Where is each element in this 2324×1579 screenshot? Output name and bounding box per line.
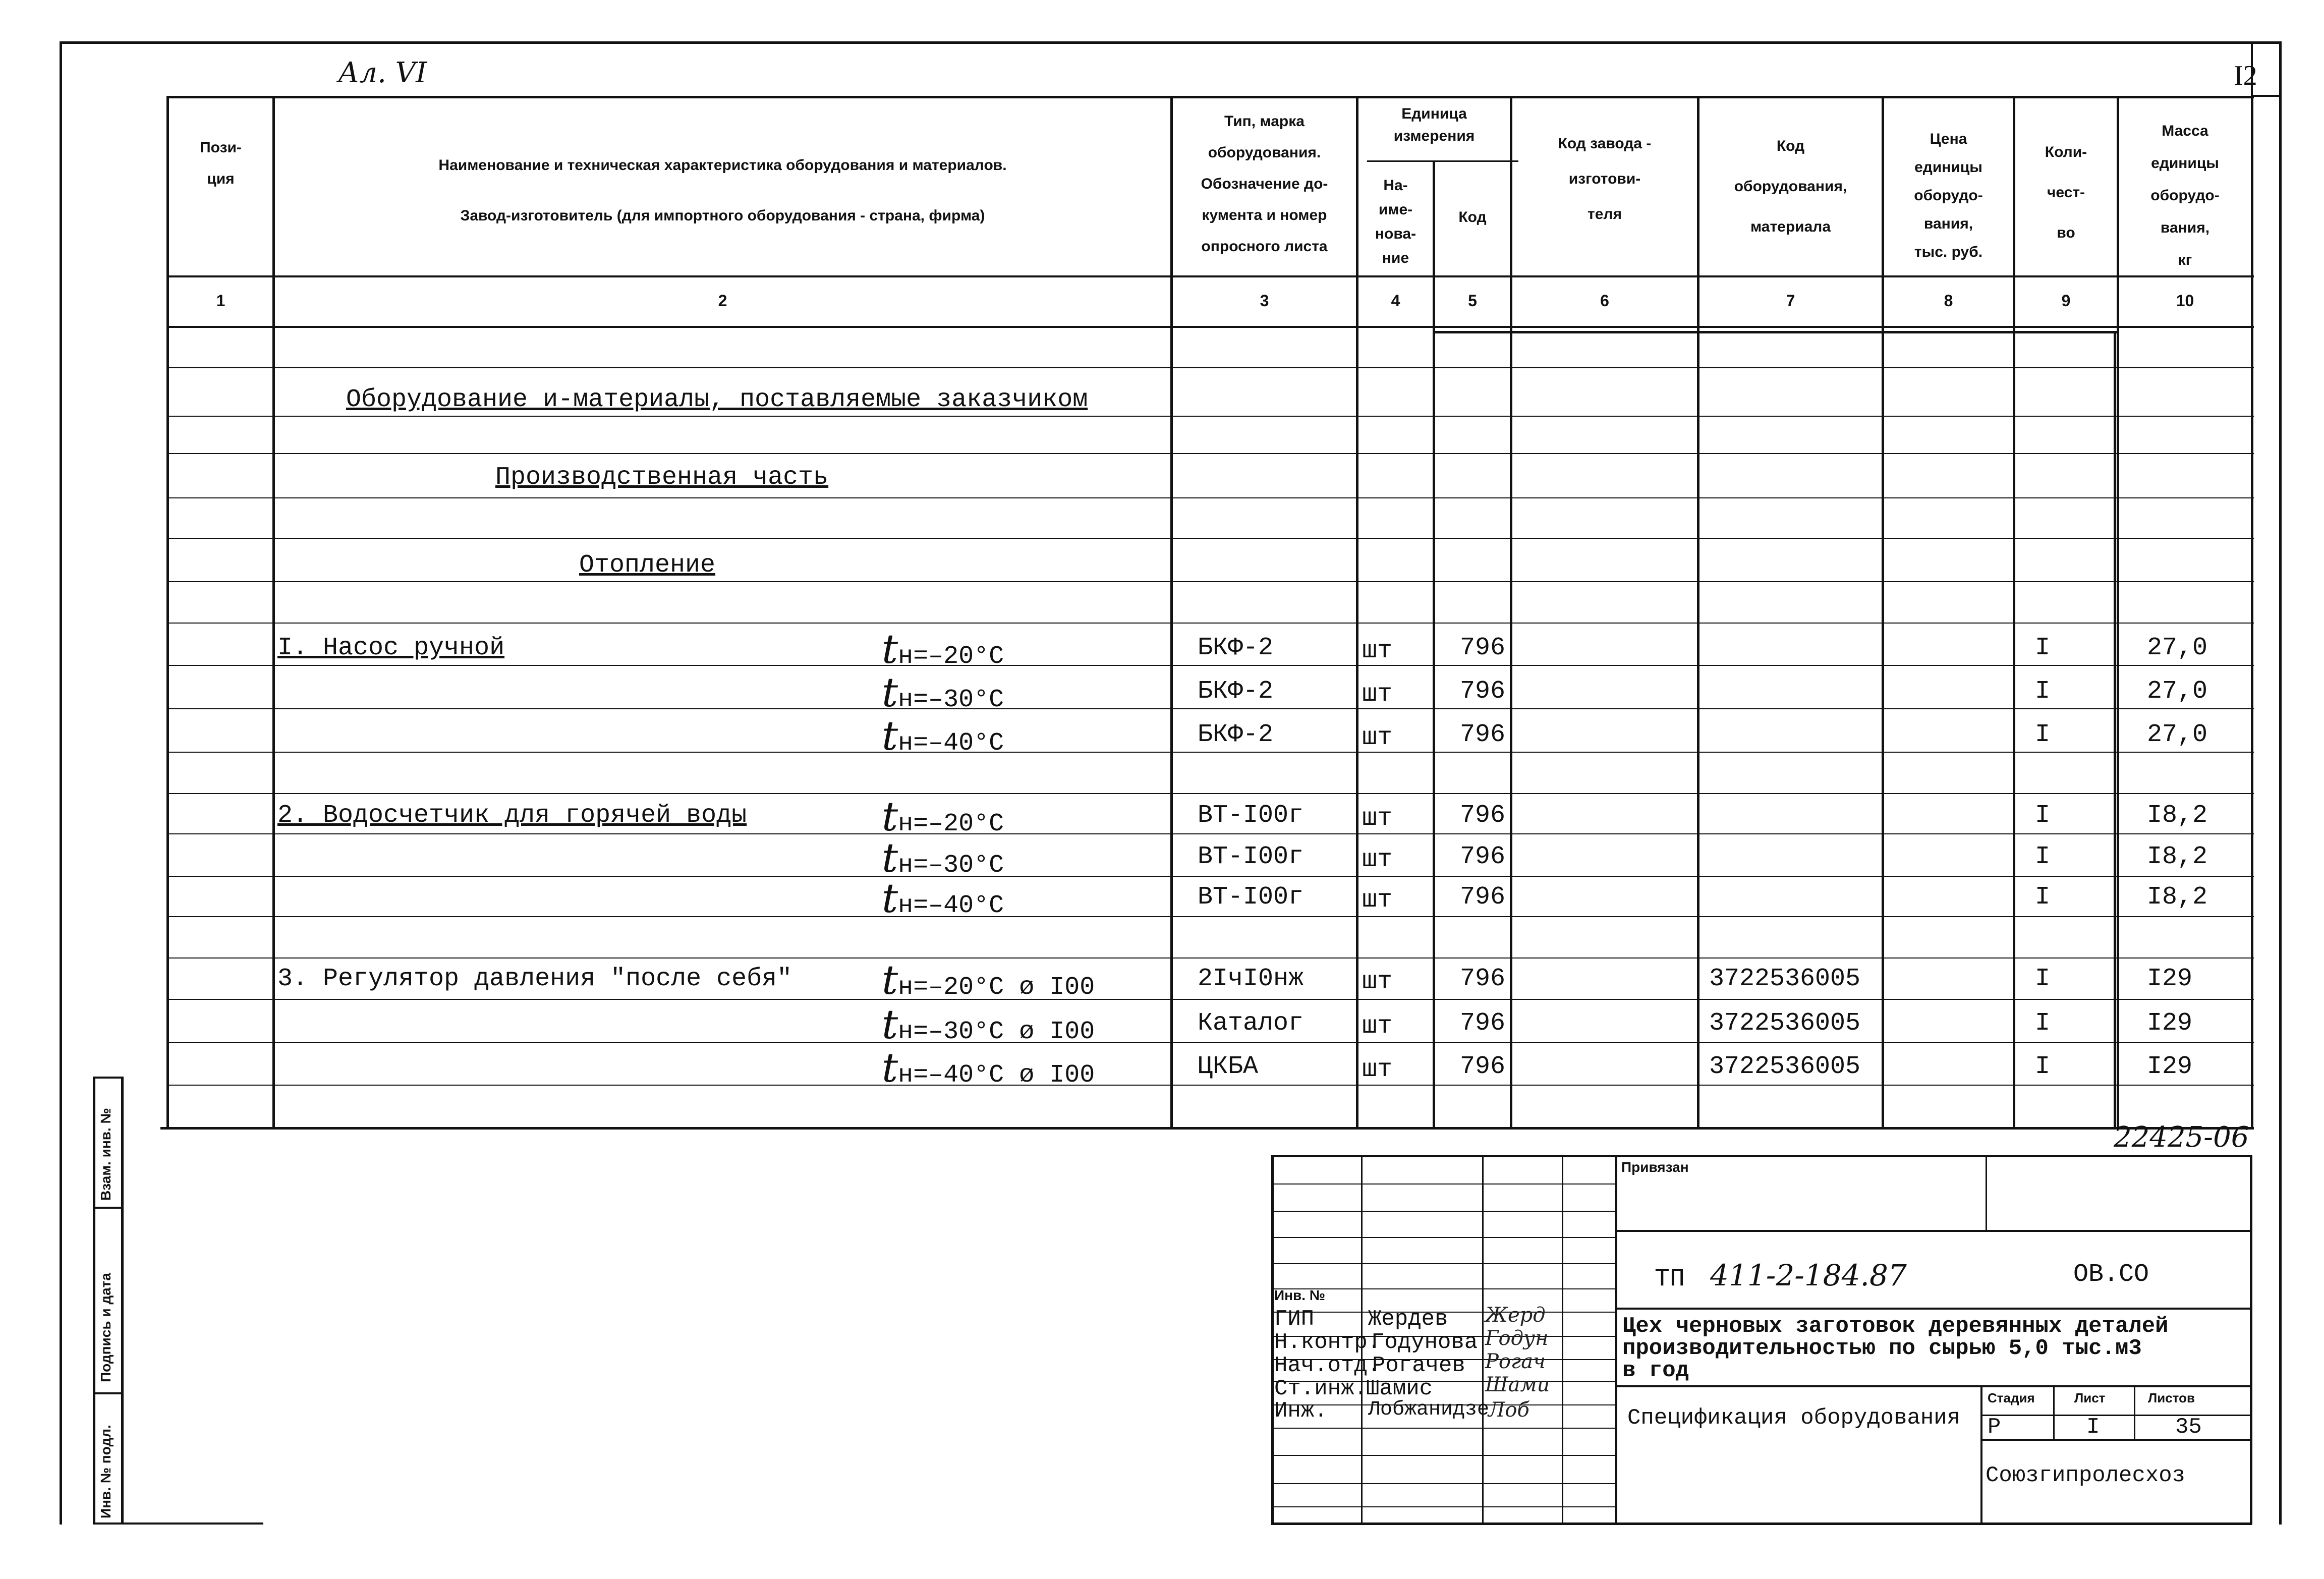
col-number: 8 — [1944, 292, 1953, 310]
item-qty: I — [2035, 634, 2051, 662]
item-type: Каталог — [1198, 1009, 1304, 1038]
section-title-supplied: Оборудование и-материалы, поставляемые заказчиком — [346, 385, 1088, 414]
item-temp: tн=–20°C ø I00 — [882, 956, 1095, 1003]
header-pos: Пози- ция — [200, 139, 242, 187]
item-code: 796 — [1460, 1009, 1506, 1038]
item-name: 3. Регулятор давления "после себя" — [277, 965, 792, 993]
item-type: ВТ-I00г — [1198, 842, 1304, 871]
staff-name: Рогачев — [1372, 1353, 1465, 1378]
doc-code: ТП 411-2-184.87 — [1655, 1258, 1907, 1293]
sheets-value: 35 — [2175, 1415, 2202, 1440]
item-unit: шт — [1362, 968, 1393, 996]
header-name: Наименование и техническая характеристика оборудования и материалов. Завод-изготовитель (для импортного оборудования - страна, фирма) — [438, 157, 1007, 224]
staff-name: Лобжанидзе — [1368, 1398, 1490, 1421]
item-type: БКФ-2 — [1198, 720, 1274, 749]
item-temp: tн=–30°C — [882, 834, 1004, 881]
item-qty: I — [2035, 801, 2051, 830]
item-code: 796 — [1460, 1052, 1506, 1081]
sheet-label: Лист — [2074, 1390, 2106, 1405]
item-mass: I29 — [2147, 1009, 2193, 1038]
item-unit: шт — [1362, 886, 1393, 915]
item-temp: tн=–30°C ø I00 — [882, 1001, 1095, 1048]
item-qty: I — [2035, 883, 2051, 912]
col-number: 7 — [1786, 292, 1795, 310]
item-unit: шт — [1362, 804, 1393, 833]
header-price: Цена единицы оборудо- вания, тыс. руб. — [1914, 131, 1983, 260]
staff-signature: Лоб — [1488, 1398, 1529, 1422]
item-temp: tн=–40°C ø I00 — [882, 1044, 1095, 1091]
section-title-heating: Отопление — [579, 551, 716, 580]
staff-signature: Жерд — [1485, 1304, 1546, 1327]
item-unit: шт — [1362, 845, 1393, 874]
sheet-value: I — [2086, 1415, 2100, 1440]
stamp-number: 22425-06 — [2114, 1121, 2249, 1154]
sheets-label: Листов — [2148, 1390, 2195, 1405]
header-equip-code: Код оборудования, материала — [1734, 138, 1847, 235]
item-mass: I29 — [2147, 965, 2193, 993]
sheet-note: Ал. VI — [338, 57, 427, 89]
item-type: ВТ-I00г — [1198, 801, 1304, 830]
item-mass: I8,2 — [2147, 883, 2208, 912]
stage-label: Стадия — [1988, 1390, 2035, 1405]
col-number: 6 — [1600, 292, 1609, 310]
col-number: 5 — [1468, 292, 1477, 310]
header-unit-code: Код — [1458, 209, 1487, 225]
doc-suffix: ОВ.СО — [2073, 1260, 2149, 1289]
col-number: 10 — [2176, 292, 2194, 310]
item-qty: I — [2035, 965, 2051, 993]
item-unit: шт — [1362, 637, 1393, 665]
section-title-production: Производственная часть — [495, 463, 829, 492]
privyazan-label: Привязан — [1621, 1159, 1689, 1175]
item-qty: I — [2035, 1052, 2051, 1081]
item-mass: 27,0 — [2147, 634, 2208, 662]
header-type: Тип, марка оборудования. Обозначение до- кумента и номер опросного листа — [1201, 113, 1328, 255]
item-unit: шт — [1362, 723, 1393, 752]
item-mass: I8,2 — [2147, 801, 2208, 830]
staff-name: Жердев — [1368, 1307, 1448, 1332]
item-type: ВТ-I00г — [1198, 883, 1304, 912]
item-equip-code: 3722536005 — [1709, 965, 1861, 993]
item-code: 796 — [1460, 801, 1506, 830]
col-number: 1 — [216, 292, 225, 310]
staff-signature: Рогач — [1485, 1350, 1546, 1373]
item-code: 796 — [1460, 883, 1506, 912]
item-equip-code: 3722536005 — [1709, 1052, 1861, 1081]
header-mass: Масса единицы оборудо- вания, кг — [2150, 123, 2220, 268]
side-label-sign-date: Подпись и дата — [98, 1273, 114, 1382]
staff-signature: Годун — [1485, 1327, 1549, 1350]
item-name: I. Насос ручной — [277, 634, 505, 662]
item-qty: I — [2035, 677, 2051, 706]
item-equip-code: 3722536005 — [1709, 1009, 1861, 1038]
col-number: 2 — [718, 292, 727, 310]
side-label-inv-replace: Взам. инв. № — [98, 1108, 114, 1201]
header-qty: Коли- чест- во — [2045, 144, 2087, 241]
staff-role: Н.контр. — [1274, 1330, 1381, 1355]
item-mass: I8,2 — [2147, 842, 2208, 871]
item-mass: 27,0 — [2147, 677, 2208, 706]
org-name: Союзгипролесхоз — [1986, 1463, 2186, 1488]
item-name: 2. Водосчетчик для горячей воды — [277, 801, 747, 830]
col-number: 3 — [1260, 292, 1269, 310]
item-temp: tн=–20°C — [882, 626, 1004, 672]
item-temp: tн=–20°C — [882, 793, 1004, 840]
item-code: 796 — [1460, 720, 1506, 749]
header-factory-code: Код завода - изготови- теля — [1558, 135, 1652, 222]
item-unit: шт — [1362, 1055, 1393, 1084]
item-code: 796 — [1460, 677, 1506, 706]
col-number: 4 — [1391, 292, 1400, 310]
item-type: БКФ-2 — [1198, 677, 1274, 706]
item-mass: I29 — [2147, 1052, 2193, 1081]
item-qty: I — [2035, 720, 2051, 749]
staff-role: Ст.инж. — [1274, 1376, 1368, 1401]
staff-role: Инж. — [1274, 1398, 1328, 1424]
item-unit: шт — [1362, 680, 1393, 709]
item-code: 796 — [1460, 965, 1506, 993]
staff-role: Нач.отд. — [1274, 1353, 1381, 1378]
item-temp: tн=–30°C — [882, 669, 1004, 716]
item-mass: 27,0 — [2147, 720, 2208, 749]
project-line: в год — [1622, 1358, 1689, 1383]
item-type: 2IчI0нж — [1198, 965, 1304, 993]
inv-label: Инв. № — [1274, 1287, 1326, 1303]
staff-name: Шамис — [1366, 1376, 1433, 1401]
item-qty: I — [2035, 1009, 2051, 1038]
project-line: Цех черновых заготовок деревянных деталей — [1622, 1314, 2169, 1339]
staff-role: ГИП — [1274, 1307, 1315, 1332]
item-type: БКФ-2 — [1198, 634, 1274, 662]
header-unit: Единица измерения — [1393, 105, 1475, 144]
item-code: 796 — [1460, 634, 1506, 662]
item-unit: шт — [1362, 1012, 1393, 1041]
stage-value: Р — [1988, 1415, 2001, 1440]
staff-signature: Шами — [1485, 1373, 1550, 1396]
item-temp: tн=–40°C — [882, 712, 1004, 759]
sheet-number: I2 — [2234, 60, 2257, 91]
side-label-inv-orig: Инв. № подл. — [98, 1425, 114, 1518]
item-temp: tн=–40°C — [882, 875, 1004, 922]
staff-name: Годунова — [1371, 1330, 1478, 1355]
item-type: ЦКБА — [1198, 1052, 1259, 1081]
header-unit-name: На- име- нова- ние — [1375, 177, 1416, 266]
doc-title: Спецификация оборудования — [1627, 1405, 1961, 1431]
project-line: производительностью по сырью 5,0 тыс.м3 — [1622, 1336, 2142, 1361]
item-qty: I — [2035, 842, 2051, 871]
col-number: 9 — [2061, 292, 2071, 310]
item-code: 796 — [1460, 842, 1506, 871]
